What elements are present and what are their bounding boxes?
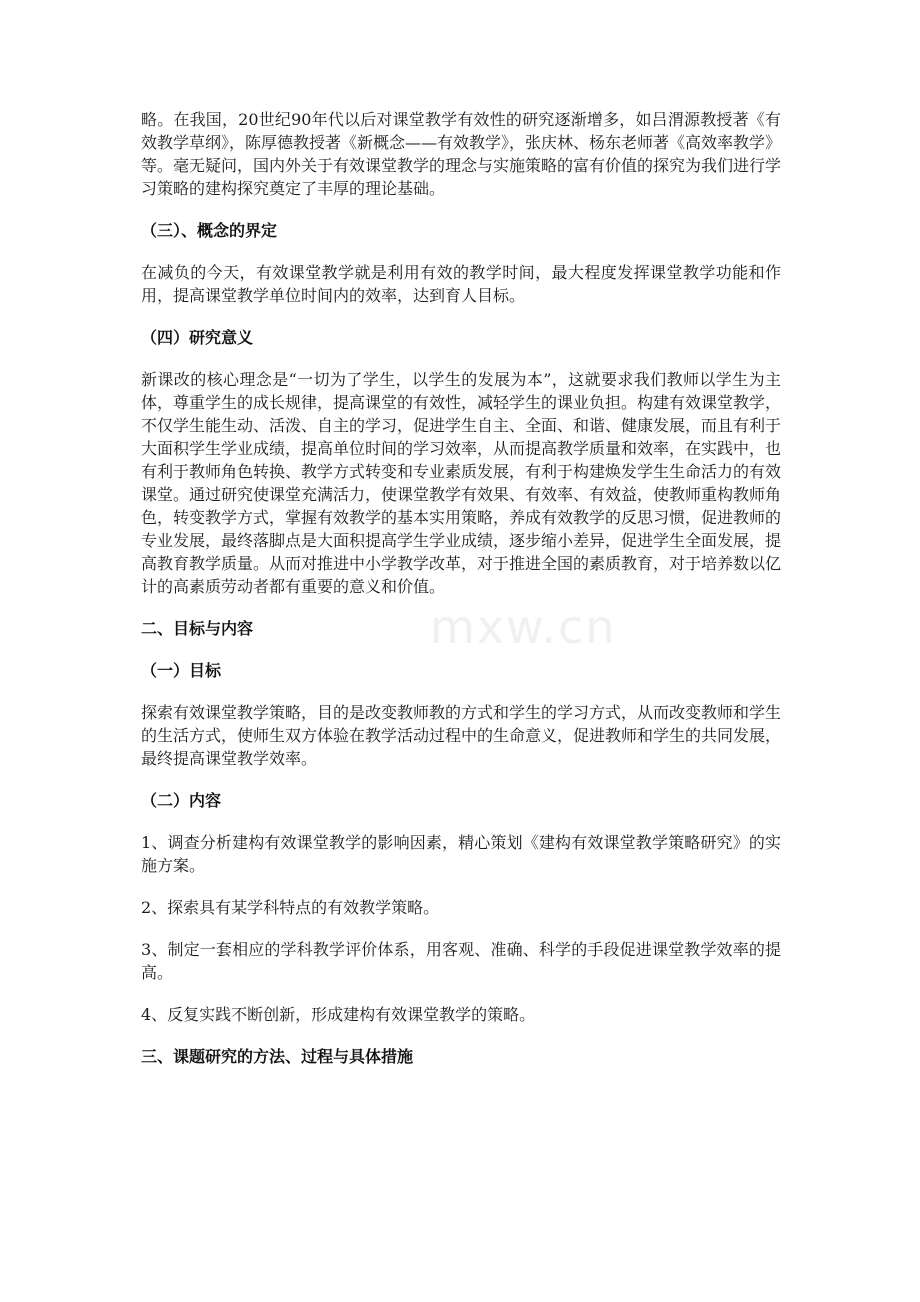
heading-goals: （一）目标 [141, 661, 222, 680]
heading-content: （二）内容 [141, 791, 222, 810]
paragraph-goals: 探索有效课堂教学策略，目的是改变教师教的方式和学生的学习方式，从而改变教师和学生的生活方式，使师生双方体验在教学活动过程中的生命意义，促进教师和学生的共同发展，最终提高课堂教学效率。 [141, 703, 782, 768]
watermark: mxw.cn [430, 600, 617, 654]
paragraph-research-significance: 新课改的核心理念是“一切为了学生，以学生的发展为本”，这就要求我们教师以学生为主体，尊重学生的成长规律，提高课堂的有效性，减轻学生的课业负担。构建有效课堂教学，不仅学生能生动、活泼、自主的学习，促进学生自主、全面、和谐、健康发展，而且有利于大面积学生学业成绩，提高单位时间的学习效率，从而提高教学质量和效率，在实践中，也有利于教师角色转换、教学方式转变和专业素质发展，有利于构建焕发学生生命活力的有效课堂。通过研究使课堂充满活力，使课堂教学有效果、有效率、有效益，使教师重构教师角色，转变教学方式，掌握有效教学的基本实用策略，养成有效教学的反思习惯，促进教师的专业发展，最终落脚点是大面积提高学生学业成绩，逐步缩小差异，促进学生全面发展，提高教育教学质量。从而对推进中小学教学改革，对于推进全国的素质教育，对于培养数以亿计的高素质劳动者都有重要的意义和价值。 [141, 370, 782, 596]
list-item-content-4: 4、反复实践不断创新，形成建构有效课堂教学的策略。 [141, 1005, 536, 1024]
document-body [141, 108, 781, 1087]
heading-research-methods: 三、课题研究的方法、过程与具体措施 [141, 1047, 414, 1066]
paragraph-concept-definition: 在减负的今天，有效课堂教学就是利用有效的教学时间，最大程度发挥课堂教学功能和作用，提高课堂教学单位时间内的效率，达到育人目标。 [141, 263, 781, 305]
heading-goals-and-content: 二、目标与内容 [141, 619, 254, 638]
heading-concept-definition: （三）、概念的界定 [141, 221, 278, 240]
list-item-content-3: 3、制定一套相应的学科教学评价体系，用客观、准确、科学的手段促进课堂教学效率的提高。 [141, 940, 781, 982]
heading-research-significance: （四）研究意义 [141, 328, 254, 347]
paragraph-research-background: 略。在我国，20世纪90年代以后对课堂教学有效性的研究逐渐增多，如吕渭源教授著《有效教学草纲》，陈厚德教授著《新概念——有效教学》，张庆林、杨东老师著《高效率教学》等。毫无疑问，国内外关于有效课堂教学的理念与实施策略的富有价值的探究为我们进行学习策略的建构探究奠定了丰厚的理论基础。 [141, 110, 782, 198]
list-item-content-1: 1、调查分析建构有效课堂教学的影响因素，精心策划《建构有效课堂教学策略研究》的实施方案。 [141, 833, 781, 875]
list-item-content-2: 2、探索具有某学科特点的有效教学策略。 [141, 898, 440, 917]
